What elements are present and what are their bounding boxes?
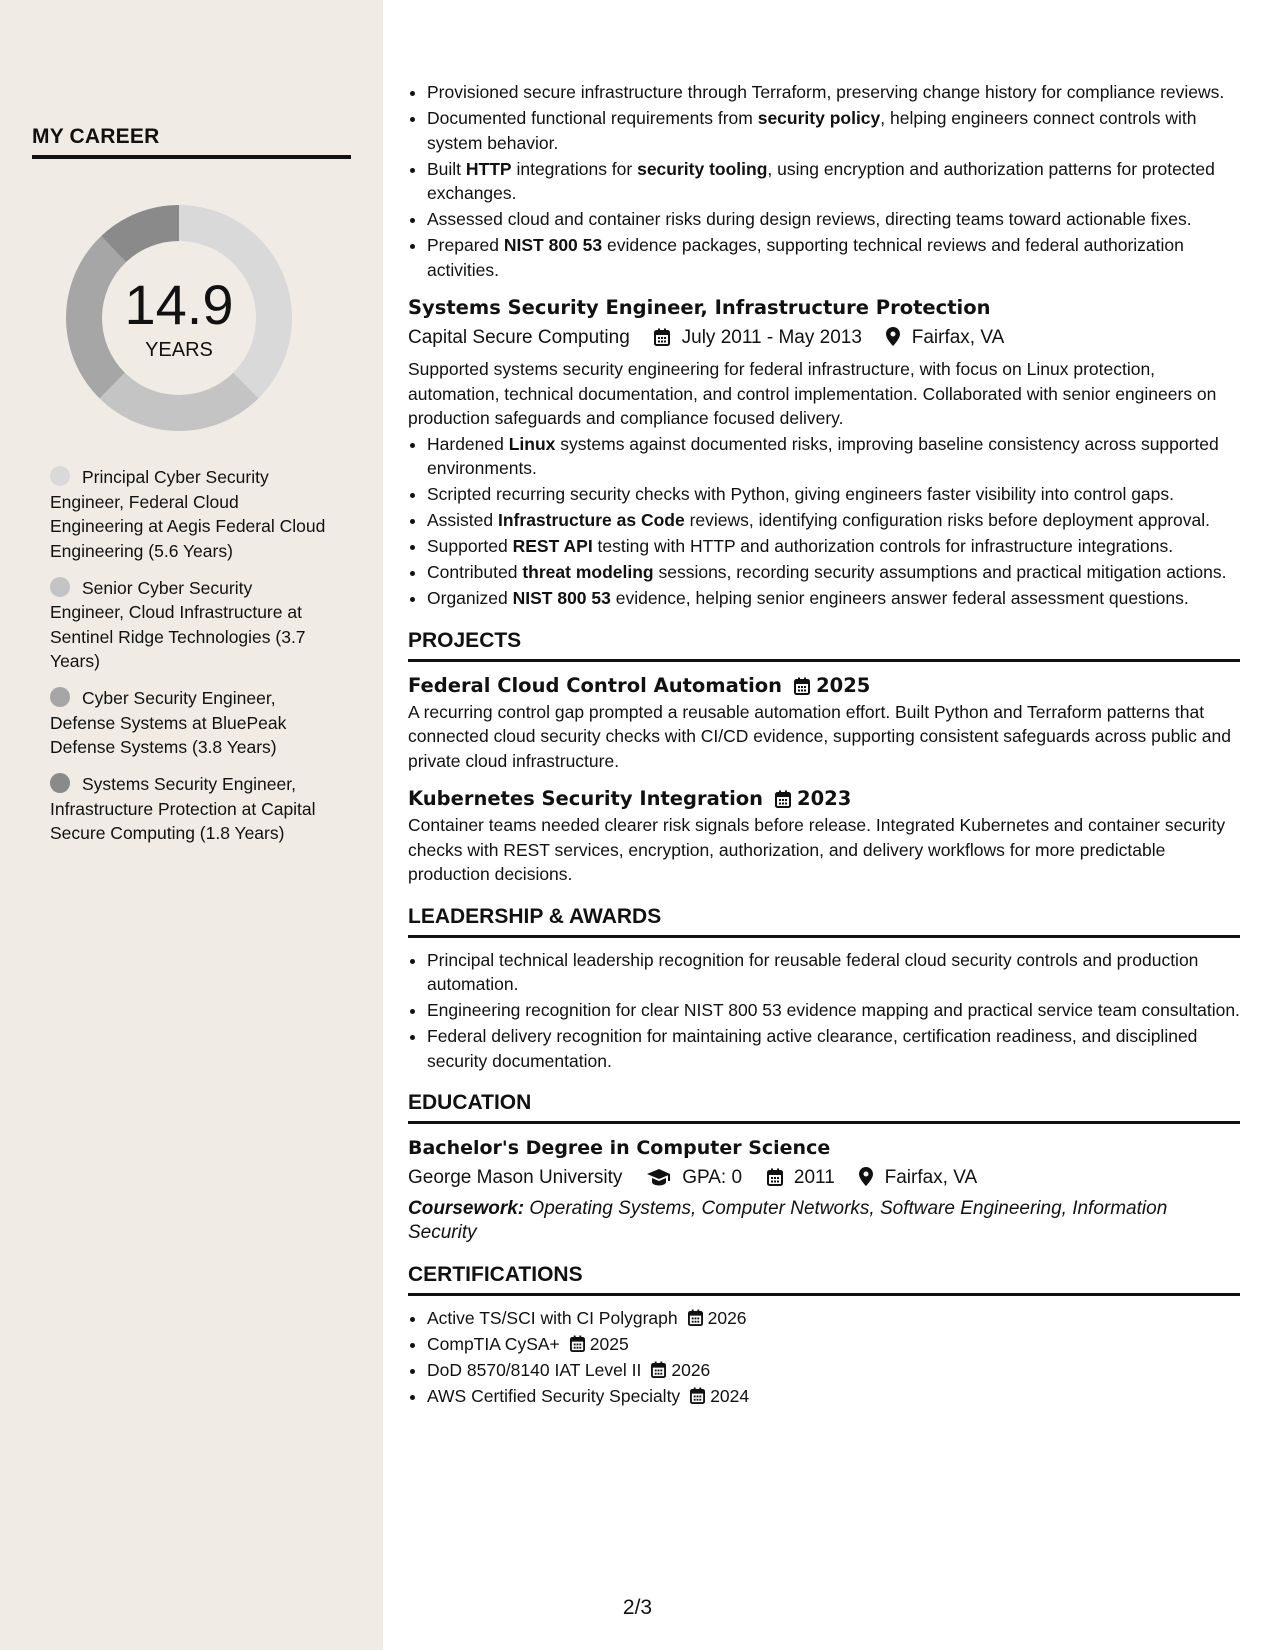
certifications-heading: CERTIFICATIONS xyxy=(408,1261,1240,1296)
calendar-icon xyxy=(690,1387,705,1404)
award-item: • Engineering recognition for clear NIST 800 53 evidence mapping and practical service team consultation. xyxy=(427,998,1240,1023)
career-legend-label: Cyber Security Engineer, Defense Systems at BluePeak Defense Systems (3.8 Years) xyxy=(50,688,287,757)
donut-slice-2 xyxy=(100,373,259,431)
bullet-item xyxy=(427,534,1240,559)
job-summary: Supported systems security engineering for federal infrastructure, with focus on Linux protection, automation, technical documentation, and control implementation. Collaborated with senior engineers on production safeguards and compliance focused delivery. xyxy=(408,359,1217,428)
text-segment: Hardened xyxy=(427,433,509,454)
job-company: Capital Secure Computing xyxy=(408,327,630,348)
projects-list xyxy=(408,672,1240,887)
bullet-item xyxy=(427,508,1240,533)
text-segment: Assisted xyxy=(427,510,498,530)
career-legend-label: Principal Cyber Security Engineer, Federal Cloud Engineering at Aegis Federal Cloud Engineering (5.6 Years) xyxy=(50,467,326,561)
text-segment: Assessed cloud and container risks during design reviews, directing teams toward actionable fixes. xyxy=(427,209,1192,229)
legend-dot-icon xyxy=(50,577,70,597)
project-year: 2025 xyxy=(816,673,871,697)
certifications-list xyxy=(408,1306,1240,1409)
bold-keyword: Linux xyxy=(508,433,556,454)
career-legend-label: Senior Cyber Security Engineer, Cloud Infrastructure at Sentinel Ridge Technologies (3.7 Years) xyxy=(50,577,306,671)
coursework-list: Operating Systems, Computer Networks, Software Engineering, Information Security xyxy=(408,1198,1168,1243)
bullet-item xyxy=(427,157,1240,206)
leadership-heading: LEADERSHIP & AWARDS xyxy=(408,903,1240,938)
certification-item xyxy=(427,1306,1240,1331)
text-segment: Provisioned secure infrastructure through Terraform, preserving change history for compliance reviews. xyxy=(427,82,1225,102)
total-years-value: 14.9 xyxy=(124,273,234,336)
bold-keyword: threat modeling xyxy=(522,562,654,582)
career-legend-label: Systems Security Engineer, Infrastructure Protection at Capital Secure Computing (1.8 Years) xyxy=(50,774,316,843)
text-segment: Scripted recurring security checks with Python, giving engineers faster visibility into control gaps. xyxy=(427,484,1175,504)
education-heading: EDUCATION xyxy=(408,1089,1240,1124)
text-segment: Contributed xyxy=(427,562,523,582)
career-legend-item xyxy=(50,686,330,760)
bullet-item xyxy=(427,106,1240,155)
certification-name: DoD 8570/8140 IAT Level II xyxy=(427,1360,642,1380)
bold-keyword: security tooling xyxy=(637,158,768,179)
text-segment: integrations for xyxy=(511,158,638,179)
job-meta xyxy=(408,324,1240,352)
education-meta xyxy=(408,1164,1240,1192)
bold-keyword: security policy xyxy=(757,108,881,128)
bullet-item xyxy=(427,207,1240,232)
sidebar xyxy=(0,0,383,1650)
graduation-year: 2011 xyxy=(793,1167,835,1188)
bullet-item xyxy=(427,233,1240,282)
legend-dot-icon xyxy=(50,773,70,793)
job-title: Systems Security Engineer, Infrastructure Protection xyxy=(408,296,991,319)
project-header xyxy=(408,785,1240,813)
text-segment: Documented functional requirements from xyxy=(427,108,758,128)
text-segment: , using encryption and authorization patterns for protected exchanges. xyxy=(427,158,1215,203)
text-segment: systems against documented risks, improving baseline consistency across supported environments. xyxy=(427,433,1219,478)
award-item: • Federal delivery recognition for maintaining active clearance, certification readiness, and disciplined security documentation. xyxy=(427,1024,1240,1073)
job-location: Fairfax, VA xyxy=(911,327,1005,348)
career-legend-item xyxy=(50,576,330,674)
location-pin-icon xyxy=(886,327,900,346)
graduation-cap-icon xyxy=(647,1169,671,1186)
main-content xyxy=(408,80,1240,1410)
page-number: 2/3 xyxy=(622,1596,653,1619)
calendar-icon xyxy=(794,677,810,695)
calendar-icon xyxy=(651,1361,666,1378)
bold-keyword: REST API xyxy=(512,536,593,556)
award-item: • Principal technical leadership recognition for reusable federal cloud security controls and production automation. xyxy=(427,948,1240,997)
bold-keyword: Infrastructure as Code xyxy=(498,510,685,530)
project-title: Federal Cloud Control Automation xyxy=(408,673,783,697)
bullet-item xyxy=(427,432,1240,481)
certification-item xyxy=(427,1332,1240,1357)
gpa: GPA: 0 xyxy=(682,1167,743,1188)
bold-keyword: NIST 800 53 xyxy=(503,235,603,255)
bullet-item xyxy=(427,80,1240,105)
project-description: A recurring control gap prompted a reusable automation effort. Built Python and Terraform patterns that connected cloud security checks with CI/CD evidence, supporting consistent safeguards across public and private cloud infrastructure. xyxy=(408,701,1231,771)
degree-title: Bachelor's Degree in Computer Science xyxy=(408,1137,831,1159)
certification-item xyxy=(427,1358,1240,1383)
text-segment: Organized xyxy=(427,588,513,608)
text-segment: reviews, identifying configuration risks before deployment approval. xyxy=(684,510,1210,530)
project-title: Kubernetes Security Integration xyxy=(408,787,764,810)
coursework xyxy=(408,1197,1240,1245)
text-segment: Supported xyxy=(427,536,513,556)
text-segment: evidence packages, supporting technical reviews and federal authorization activities. xyxy=(427,235,1184,280)
calendar-icon xyxy=(688,1309,703,1326)
bold-keyword: HTTP xyxy=(465,158,512,179)
project-description: Container teams needed clearer risk signals before release. Integrated Kubernetes and container security checks with REST services, encryption, authorization, and delivery workflows for more predictable production decisions. xyxy=(408,815,1226,884)
calendar-icon xyxy=(767,1168,783,1186)
certification-item xyxy=(427,1384,1240,1409)
projects-heading: PROJECTS xyxy=(408,627,1240,662)
coursework-label: Coursework: xyxy=(408,1198,525,1219)
text-segment: evidence, helping senior engineers answer federal assessment questions. xyxy=(610,588,1189,608)
legend-dot-icon xyxy=(50,687,70,707)
certification-name: CompTIA CySA+ xyxy=(427,1334,560,1354)
text-segment: , helping engineers connect controls with system behavior. xyxy=(427,108,1197,153)
career-heading: MY CAREER xyxy=(32,125,351,159)
career-legend xyxy=(50,465,330,858)
leadership-list xyxy=(408,948,1240,1074)
text-segment: testing with HTTP and authorization controls for infrastructure integrations. xyxy=(592,536,1174,556)
certification-year: 2026 xyxy=(707,1308,747,1328)
education-location: Fairfax, VA xyxy=(884,1167,978,1188)
location-pin-icon xyxy=(859,1167,873,1186)
job-bullets xyxy=(408,432,1240,611)
certification-name: AWS Certified Security Specialty xyxy=(427,1386,681,1406)
career-legend-item xyxy=(50,772,330,846)
text-segment: sessions, recording security assumptions and practical mitigation actions. xyxy=(653,562,1227,582)
school-name: George Mason University xyxy=(408,1167,623,1188)
bullet-item xyxy=(427,586,1240,611)
career-donut-chart xyxy=(66,205,292,431)
career-legend-item xyxy=(50,465,330,563)
bullet-item xyxy=(427,482,1240,507)
bold-keyword: NIST 800 53 xyxy=(512,588,611,608)
project-year: 2023 xyxy=(797,787,852,810)
previous-job-bullets xyxy=(408,80,1240,282)
legend-dot-icon xyxy=(50,466,70,486)
text-segment: Prepared xyxy=(427,235,504,255)
certification-year: 2026 xyxy=(671,1360,711,1380)
project-header xyxy=(408,672,1240,700)
text-segment: Built xyxy=(427,158,466,179)
calendar-icon xyxy=(570,1335,585,1352)
certification-year: 2025 xyxy=(589,1334,629,1354)
job-dates: July 2011 - May 2013 xyxy=(681,327,862,348)
certification-year: 2024 xyxy=(710,1386,750,1406)
calendar-icon xyxy=(654,328,670,346)
calendar-icon xyxy=(775,790,791,808)
certification-name: Active TS/SCI with CI Polygraph xyxy=(427,1308,678,1328)
bullet-item xyxy=(427,560,1240,585)
total-years-label: YEARS xyxy=(145,339,213,361)
